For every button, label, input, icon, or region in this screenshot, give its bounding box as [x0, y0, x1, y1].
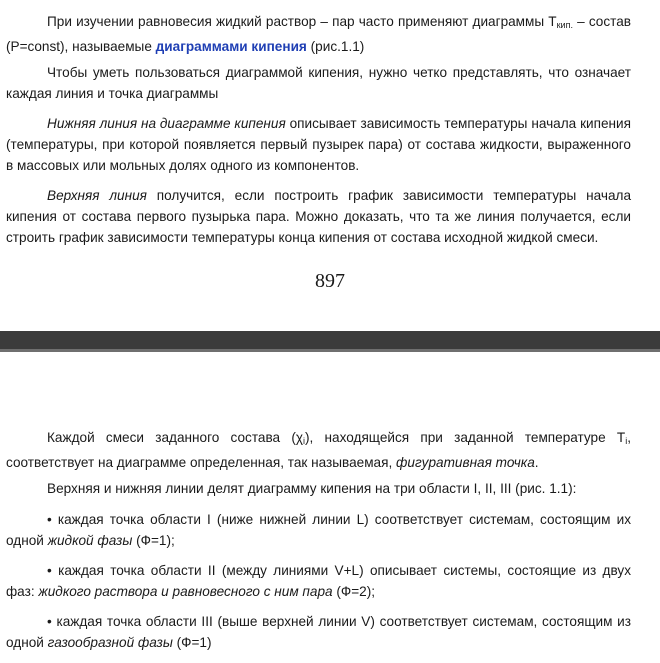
- page-number: 897: [315, 270, 345, 292]
- list-item-region-2: • каждая точка области II (между линиями V+L) описывает системы, состоящие из двух фаз: жидкого раствора и равновесного с ним пара (Ф=2);: [6, 563, 631, 599]
- paragraph-three-regions: Верхняя и нижняя линии делят диаграмму кипения на три области I, II, III (рис. 1.1):: [47, 481, 577, 496]
- page-separator: [0, 331, 660, 352]
- paragraph-lower-line: Нижняя линия на диаграмме кипения описывает зависимость температуры начала кипения (температуры, при которой появляется первый пузырек пара) от состава жидкости, выраженного в массовых или мольных долях одного из компонентов.: [6, 116, 632, 173]
- paragraph-figurative-point: Каждой смеси заданного состава $(\chi_i)$, находящейся при заданной температуре $T_i$, соответствует на диаграмме определенная, так называемая, фигуративная точка.: [6, 430, 631, 470]
- document-page-bottom: [0, 352, 660, 663]
- list-item-region-3: • каждая точка области III (выше верхней линии V) соответствует системам, состоящим из одной газообразной фазы (Ф=1): [6, 614, 631, 650]
- term-boiling-diagrams: диаграммами кипения: [155, 39, 307, 54]
- document-page-top: [0, 0, 660, 331]
- subscript-kip: кип.: [556, 20, 573, 30]
- paragraph-upper-line: Верхняя линия получится, если построить график зависимости температуры начала кипения от состава первого пузырька пара. Можно доказать, что та же линия получается, если строить график зависимости температуры конца кипения от состава исходной жидкой смеси.: [6, 188, 632, 245]
- paragraph-lines-meaning: Чтобы уметь пользоваться диаграммой кипения, нужно четко представлять, что означает каждая линия и точка диаграммы: [6, 65, 631, 101]
- list-item-region-1: • каждая точка области I (ниже нижней линии L) соответствует системам, состоящим их одной жидкой фазы (Ф=1);: [6, 512, 631, 548]
- paragraph-intro: При изучении равновесия жидкий раствор – пар часто применяют диаграммы $Т_{кип.}$ – состав (P=const), называемые диаграммами кипения (рис.1.1): [6, 14, 631, 54]
